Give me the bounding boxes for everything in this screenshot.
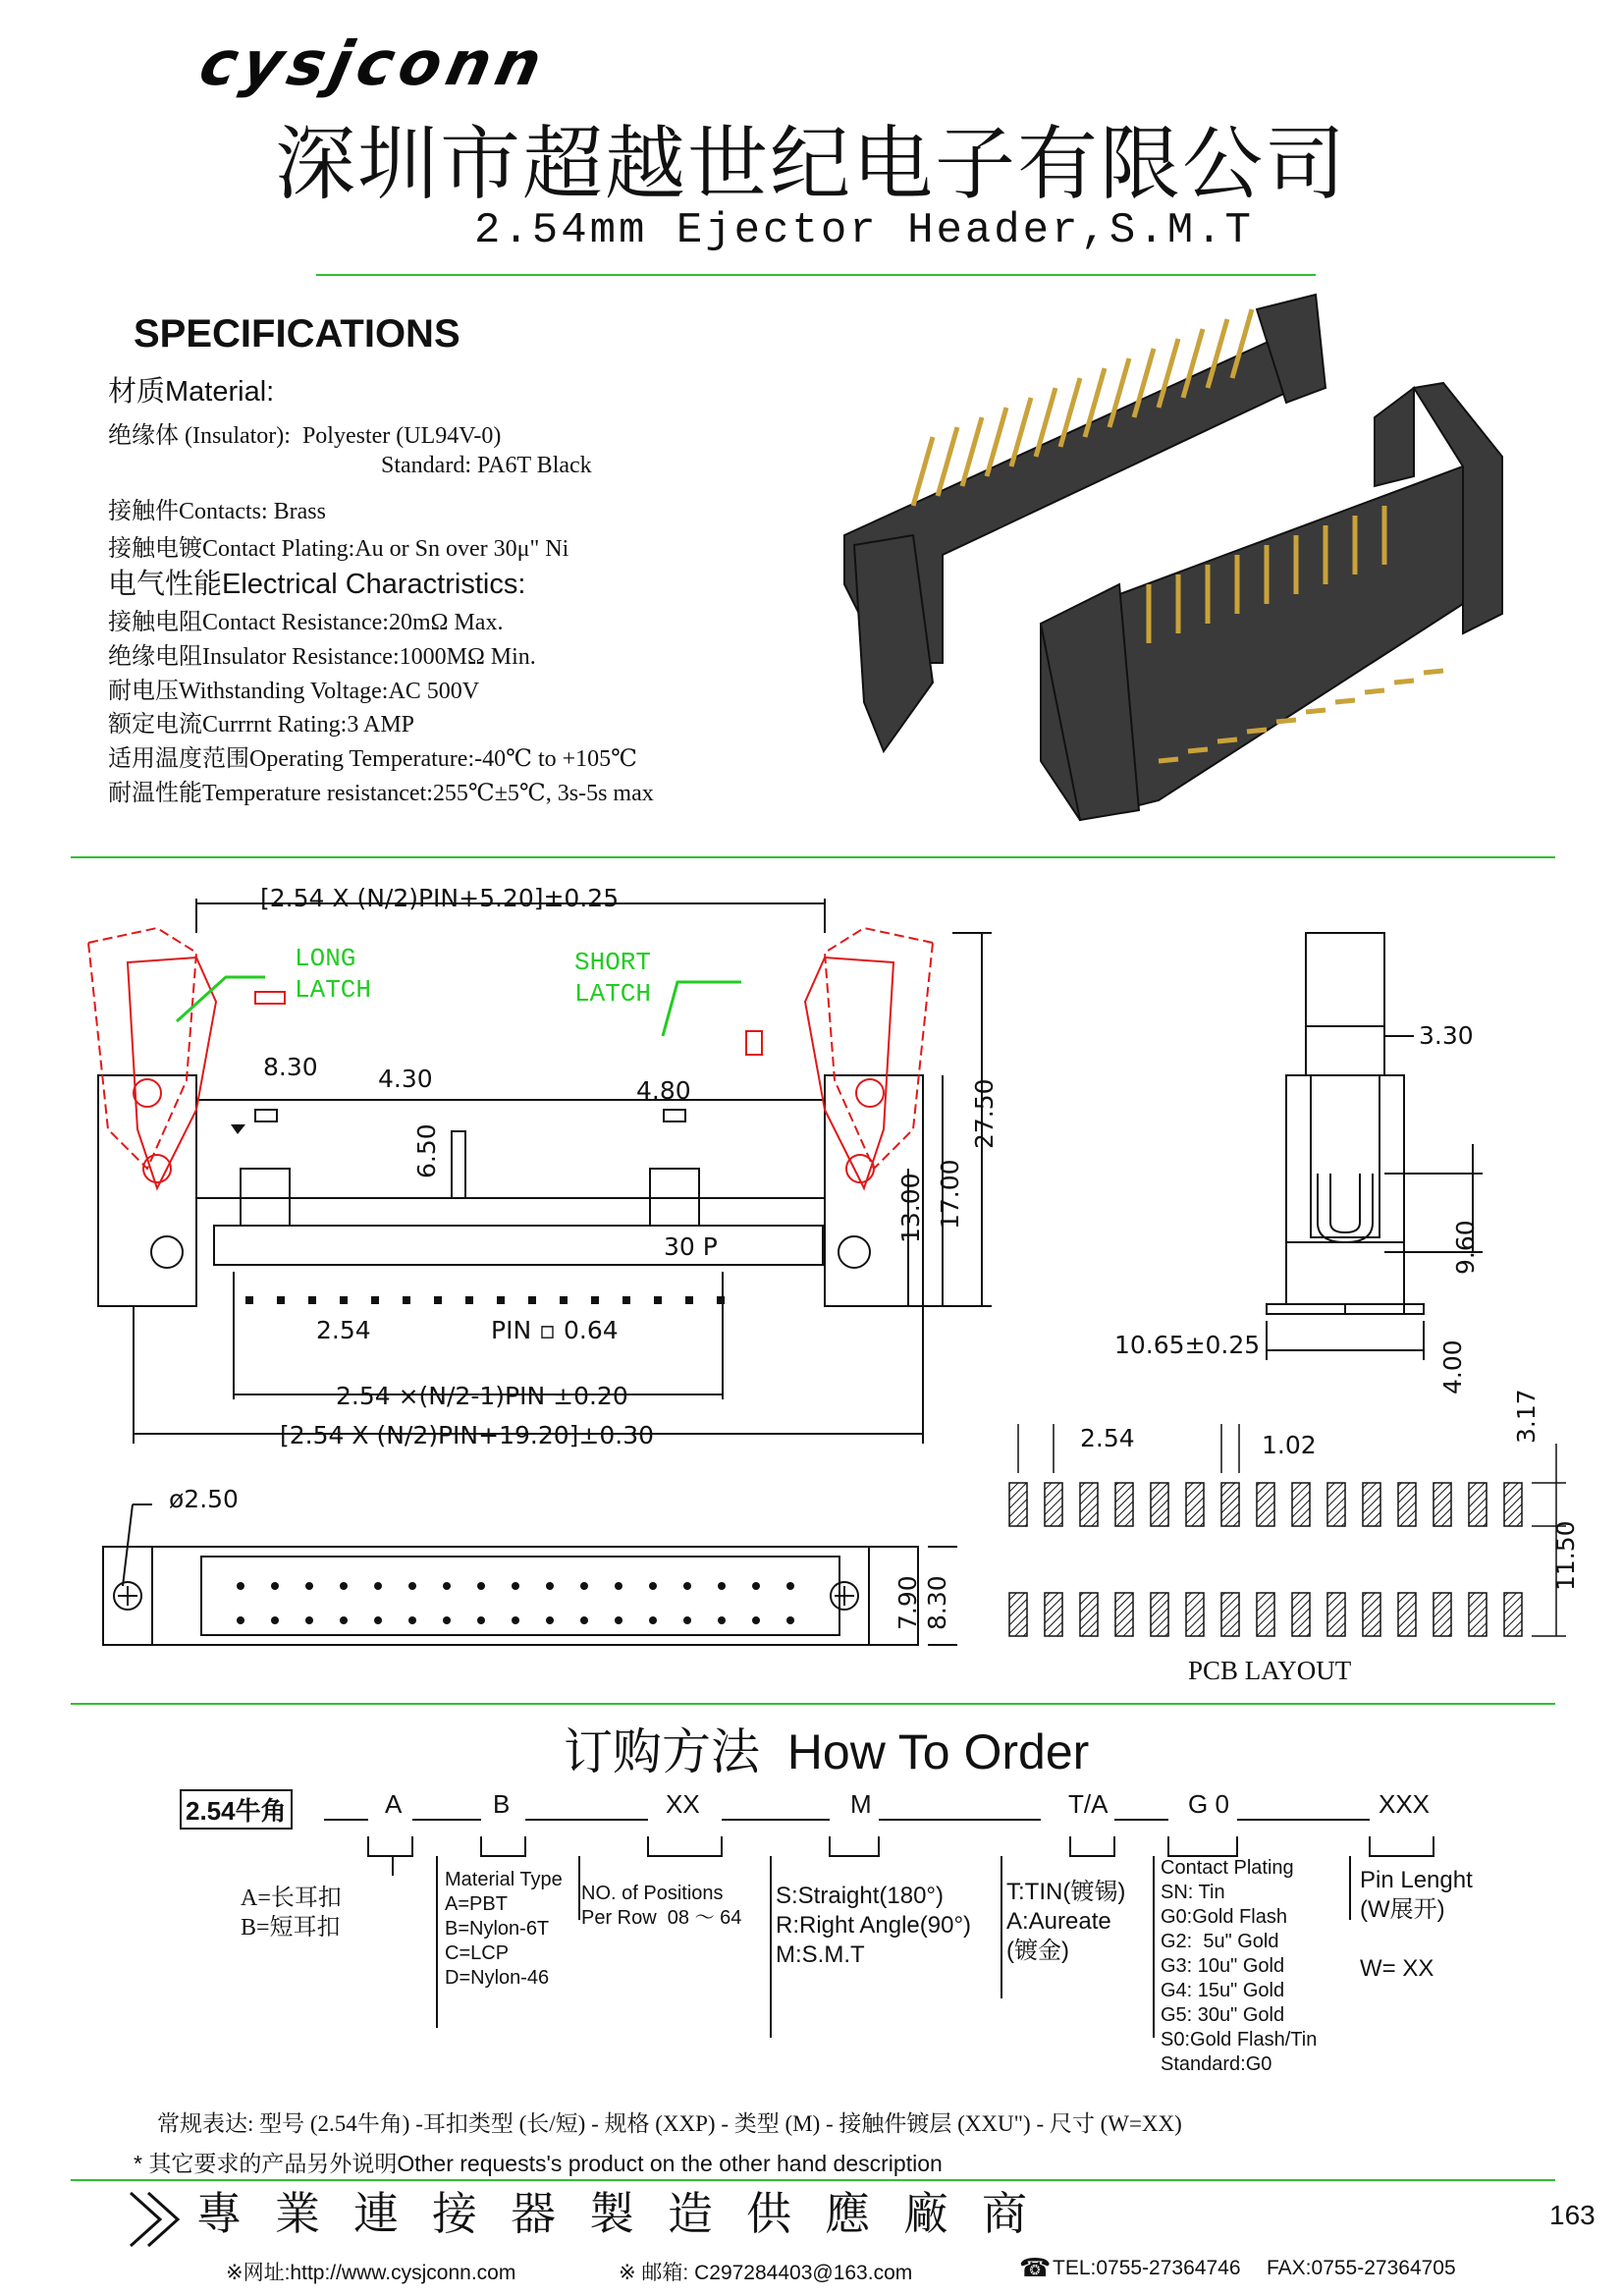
pcb-dim-pitch: 2.54 (1080, 1424, 1135, 1452)
order-pin-length-options: Pin Lenght (W展开) W= XX (1360, 1867, 1473, 1982)
order-title-en: How To Order (786, 1724, 1090, 1779)
short-latch-label: SHORT LATCH (574, 948, 652, 1009)
order-latch-options: A=长耳扣 B=短耳扣 (241, 1886, 342, 1941)
dim-6-50: 6.50 (412, 1123, 441, 1178)
header-divider (316, 274, 1316, 276)
dim-side-3-30: 3.30 (1419, 1021, 1474, 1050)
dim-8-30-b: 8.30 (923, 1575, 951, 1630)
order-type-options: S:Straight(180°) R:Right Angle(90°) M:S.M.T (776, 1883, 972, 1968)
dim-7-90: 7.90 (893, 1575, 922, 1630)
dim-top-overall: [2.54 X (N/2)PIN+5.20]±0.25 (260, 884, 620, 912)
pin-count-label: 30 P (664, 1232, 718, 1261)
long-latch-label: LONG LATCH (295, 944, 372, 1005)
pcb-layout-drawing (1001, 1424, 1571, 1679)
specs-title: SPECIFICATIONS (134, 312, 460, 355)
section-divider-2 (71, 1703, 1555, 1705)
page-number: 163 (1549, 2200, 1596, 2230)
footer-tel: TEL:0755-27364746 (1053, 2257, 1241, 2279)
order-title-cn: 订购方法 (564, 1723, 760, 1780)
chevron-right-icon (123, 2185, 191, 2254)
dim-4-30: 4.30 (378, 1065, 433, 1093)
footer-website[interactable]: ※网址:http://www.cysjconn.com (226, 2262, 516, 2284)
pcb-layout-title: PCB LAYOUT (1188, 1656, 1352, 1685)
spec-temp-resistance: 耐温性能Temperature resistancet:255℃±5℃, 3s-5s max (108, 781, 654, 806)
dim-17-00: 17.00 (936, 1159, 964, 1230)
dim-side-4-00: 4.00 (1438, 1339, 1467, 1394)
pcb-dim-pad: 1.02 (1262, 1431, 1317, 1459)
spec-insulator-resistance: 绝缘电阻Insulator Resistance:1000MΩ Min. (108, 644, 536, 670)
product-render-image (825, 290, 1532, 840)
pcb-dim-11-50: 11.50 (1551, 1520, 1580, 1591)
dim-13-00: 13.00 (896, 1173, 925, 1243)
order-positions-options: NO. of Positions Per Row 08 ～ 64 (581, 1883, 742, 1929)
spec-insulator-standard: Standard: PA6T Black (381, 453, 592, 478)
spec-contact-resistance: 接触电阻Contact Resistance:20mΩ Max. (108, 610, 504, 635)
top-view-drawing (93, 1493, 957, 1689)
spec-contacts: 接触件Contacts: Brass (108, 499, 326, 524)
dim-side-9-60: 9.60 (1451, 1220, 1480, 1275)
company-name: 深圳市超越世纪电子有限公司 (275, 118, 1348, 211)
order-plating-options: Contact Plating SN: Tin G0:Gold Flash G2: 5u" Gold G3: 10u" Gold G4: 15u" Gold G5: 30u" Gold S0:Gold Flash/Tin Standard:G0 (1161, 1857, 1318, 2075)
routine-expression: 常规表达: 型号 (2.54牛角) -耳扣类型 (长/短) - 规格 (XXP) - 类型 (M) - 接触件镀层 (XXU") - 尺寸 (W=XX) (157, 2111, 1182, 2136)
side-view-drawing (1100, 928, 1512, 1390)
spec-operating-temp: 适用温度范围Operating Temperature:-40℃ to +105℃ (108, 746, 638, 772)
order-finish-options: T:TIN(镀锡) A:Aureate (镀金) (1006, 1879, 1126, 1964)
order-code-xx: XX (666, 1789, 700, 1819)
front-view-drawing (69, 874, 1011, 1463)
footer-slogan: 專業連接器製造供應廠商 (196, 2187, 1060, 2240)
order-code-g: G 0 (1188, 1789, 1229, 1819)
order-material-options: Material Type A=PBT B=Nylon-6T C=LCP D=Nylon-46 (445, 1869, 563, 1989)
dim-hole: ø2.50 (169, 1485, 239, 1513)
product-title: 2.54mm Ejector Header,S.M.T (474, 206, 1254, 255)
order-code-a: A (385, 1789, 403, 1819)
dim-pitch: 2.54 (316, 1316, 371, 1344)
section-divider-1 (71, 856, 1555, 858)
electrical-heading: 电气性能Electrical Charactristics: (108, 569, 526, 600)
spec-insulator: 绝缘体 (Insulator): Polyester (UL94V-0) (108, 423, 502, 449)
pcb-dim-3-17: 3.17 (1512, 1389, 1541, 1444)
order-code-ta: T/A (1068, 1789, 1109, 1819)
material-heading: 材质Material: (108, 376, 275, 408)
spec-voltage: 耐电压Withstanding Voltage:AC 500V (108, 679, 480, 704)
phone-icon: ☎ (1019, 2253, 1052, 2282)
footer-email[interactable]: ※ 邮箱: C297284403@163.com (619, 2262, 913, 2284)
spec-plating: 接触电镀Contact Plating:Au or Sn over 30μ" Ni (108, 536, 569, 562)
other-requests-note: * 其它要求的产品另外说明Other requests's product on the other hand description (134, 2151, 943, 2176)
dim-pin-span: 2.54 ×(N/2-1)PIN ±0.20 (336, 1382, 628, 1410)
order-title (564, 1713, 1089, 1783)
dim-side-10-65: 10.65±0.25 (1114, 1331, 1261, 1359)
footer-fax: FAX:0755-27364705 (1267, 2257, 1456, 2279)
dim-27-50: 27.50 (970, 1078, 999, 1149)
dim-pin-size: PIN ▫ 0.64 (491, 1316, 619, 1344)
order-code-m: M (850, 1789, 872, 1819)
dim-4-80: 4.80 (636, 1076, 691, 1105)
company-logo: cysjconn (193, 27, 554, 99)
order-code-xxx: XXX (1379, 1789, 1431, 1819)
spec-current: 额定电流Currrnt Rating:3 AMP (108, 712, 415, 738)
dim-overall-length: [2.54 X (N/2)PIN+19.20]±0.30 (280, 1421, 655, 1449)
dim-8-30: 8.30 (263, 1053, 318, 1081)
order-code-model: 2.54牛角 (180, 1789, 293, 1830)
order-code-b: B (493, 1789, 511, 1819)
